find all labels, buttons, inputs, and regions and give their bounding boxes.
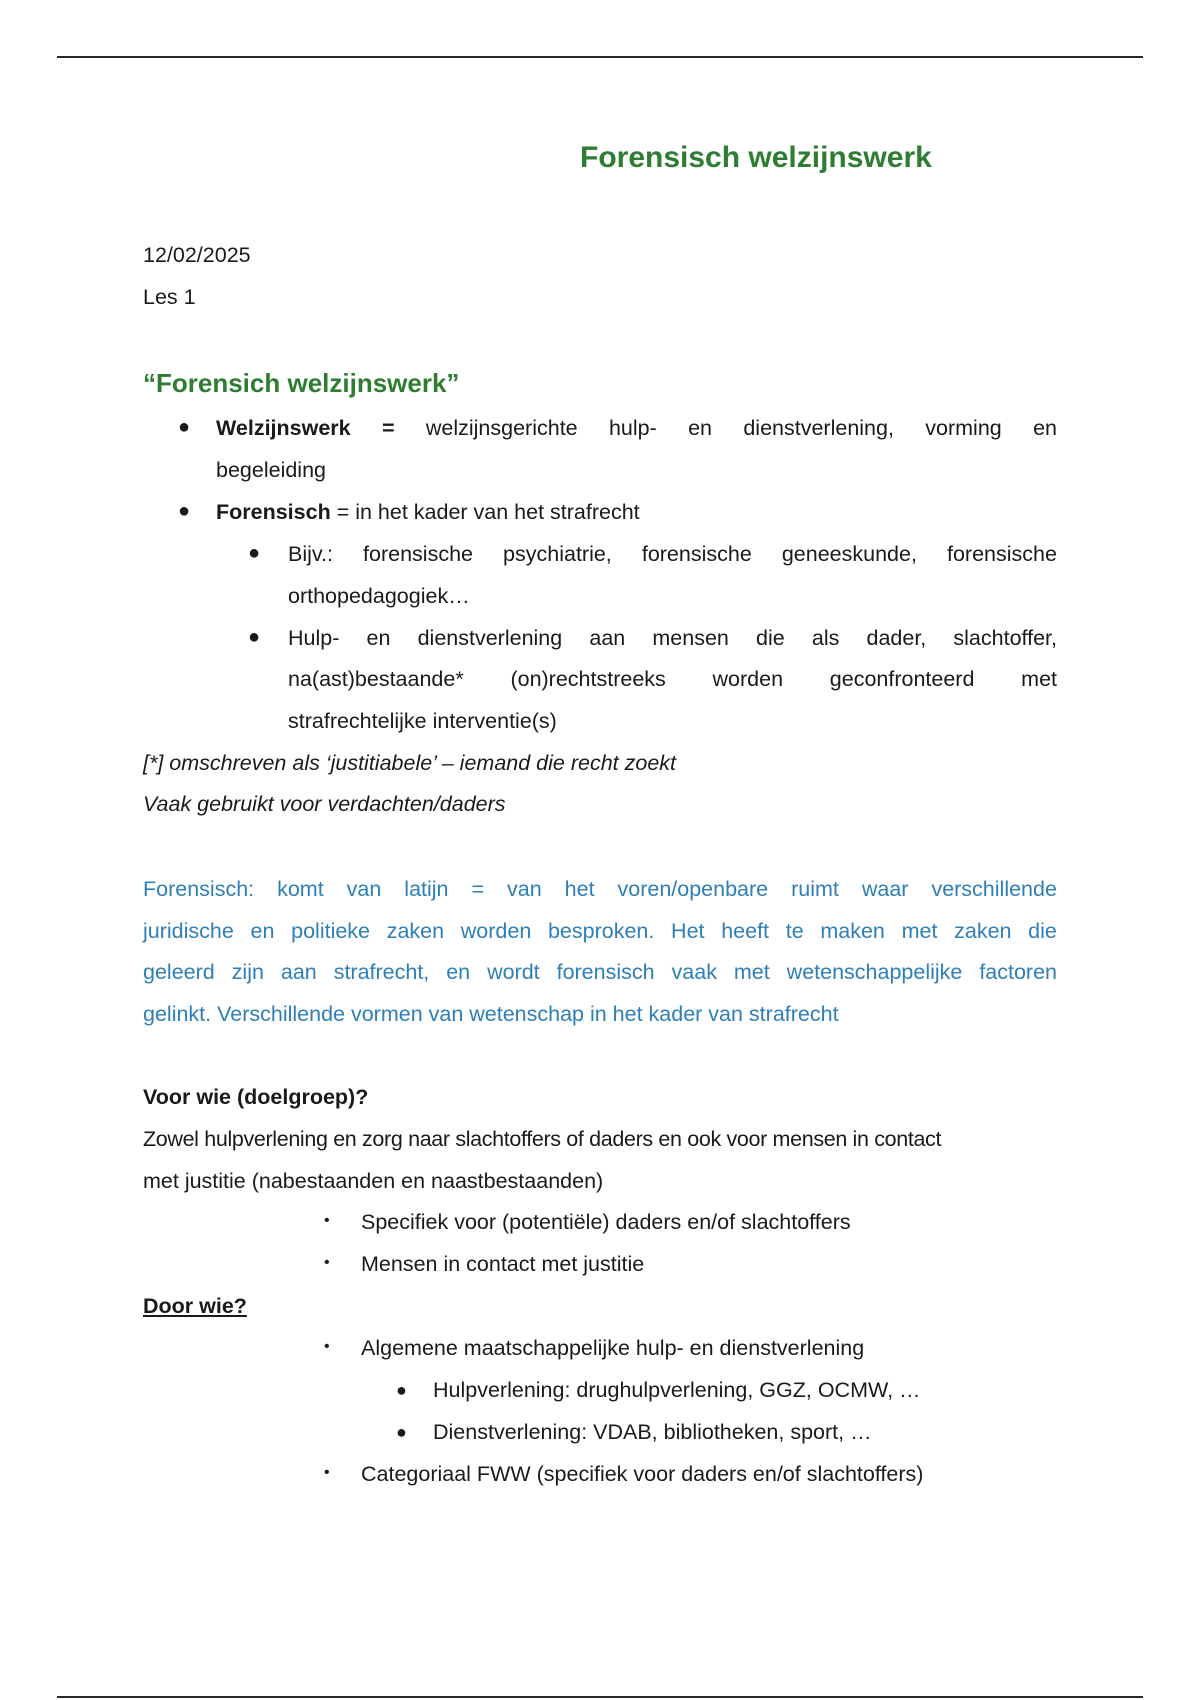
sub-bullet-marker: ● [248,542,261,564]
sub-bullet-bijv-line2: orthopedagogiek… [288,584,470,608]
blue-paragraph-line1: Forensisch: komt van latijn = van het voren/openbare ruimt waar verschillende [143,877,1057,901]
doorwie-sub-dienstverlening: Dienstverlening: VDAB, bibliotheken, sport, … [433,1420,872,1444]
doorwie-item-categoriaal: Categoriaal FWW (specifiek voor daders en/of slachtoffers) [361,1462,924,1486]
doorwie-heading: Door wie? [143,1294,247,1318]
doorwie-sub-hulpverlening: Hulpverlening: drughulpverlening, GGZ, OCMW, … [433,1378,921,1402]
blue-paragraph-line3: geleerd zijn aan strafrecht, en wordt forensisch vaak met wetenschappelijke factoren [143,960,1057,984]
sub-bullet-hulp-line2: na(ast)bestaande* (on)rechtstreeks worden geconfronteerd met [288,667,1057,691]
bullet-marker: • [324,1464,330,1481]
bullet-welzijnswerk-line2: begeleiding [216,458,326,482]
document-date: 12/02/2025 [143,243,251,267]
bullet-welzijnswerk-line1: Welzijnswerk = welzijnsgerichte hulp- en dienstverlening, vorming en [216,416,1057,440]
blue-paragraph-line4: gelinkt. Verschillende vormen van wetenschap in het kader van strafrecht [143,1002,839,1026]
doorwie-item-algemeen: Algemene maatschappelijke hulp- en dienstverlening [361,1336,865,1360]
sub-bullet-marker: ● [396,1380,407,1400]
blue-paragraph-line2: juridische en politieke zaken worden besproken. Het heeft te maken met zaken die [143,919,1057,943]
bullet-marker: • [324,1212,330,1229]
doelgroep-line1: Zowel hulpverlening en zorg naar slachtoffers of daders en ook voor mensen in contact [143,1127,942,1151]
section-heading: “Forensich welzijnswerk” [143,368,460,398]
sub-bullet-marker: ● [396,1422,407,1442]
term-forensisch: Forensisch [216,500,331,524]
bullet-marker: ● [178,500,191,522]
bullet-forensisch: Forensisch = in het kader van het strafrecht [216,500,640,524]
document-title: Forensisch welzijnswerk [580,141,932,174]
lesson-label: Les 1 [143,285,196,309]
bullet-marker: • [324,1254,330,1271]
bottom-rule [57,1696,1143,1698]
term-welzijnswerk: Welzijnswerk [216,416,351,440]
footnote-justitiabele: [*] omschreven als ‘justitiabele’ – iemand die recht zoekt [143,751,676,775]
top-rule [57,56,1143,58]
sub-bullet-hulp-line1: Hulp- en dienstverlening aan mensen die als dader, slachtoffer, [288,626,1057,650]
bullet-marker: • [324,1338,330,1355]
doelgroep-item: Specifiek voor (potentiële) daders en/of slachtoffers [361,1210,851,1234]
sub-bullet-marker: ● [248,626,261,648]
doelgroep-line2: met justitie (nabestaanden en naastbestaanden) [143,1169,604,1193]
sub-bullet-hulp-line3: strafrechtelijke interventie(s) [288,709,557,733]
sub-bullet-bijv-line1: Bijv.: forensische psychiatrie, forensische geneeskunde, forensische [288,542,1057,566]
footnote-verdachten: Vaak gebruikt voor verdachten/daders [143,792,506,816]
doelgroep-item: Mensen in contact met justitie [361,1252,645,1276]
bullet-marker: ● [178,416,191,438]
doelgroep-heading: Voor wie (doelgroep)? [143,1085,369,1109]
